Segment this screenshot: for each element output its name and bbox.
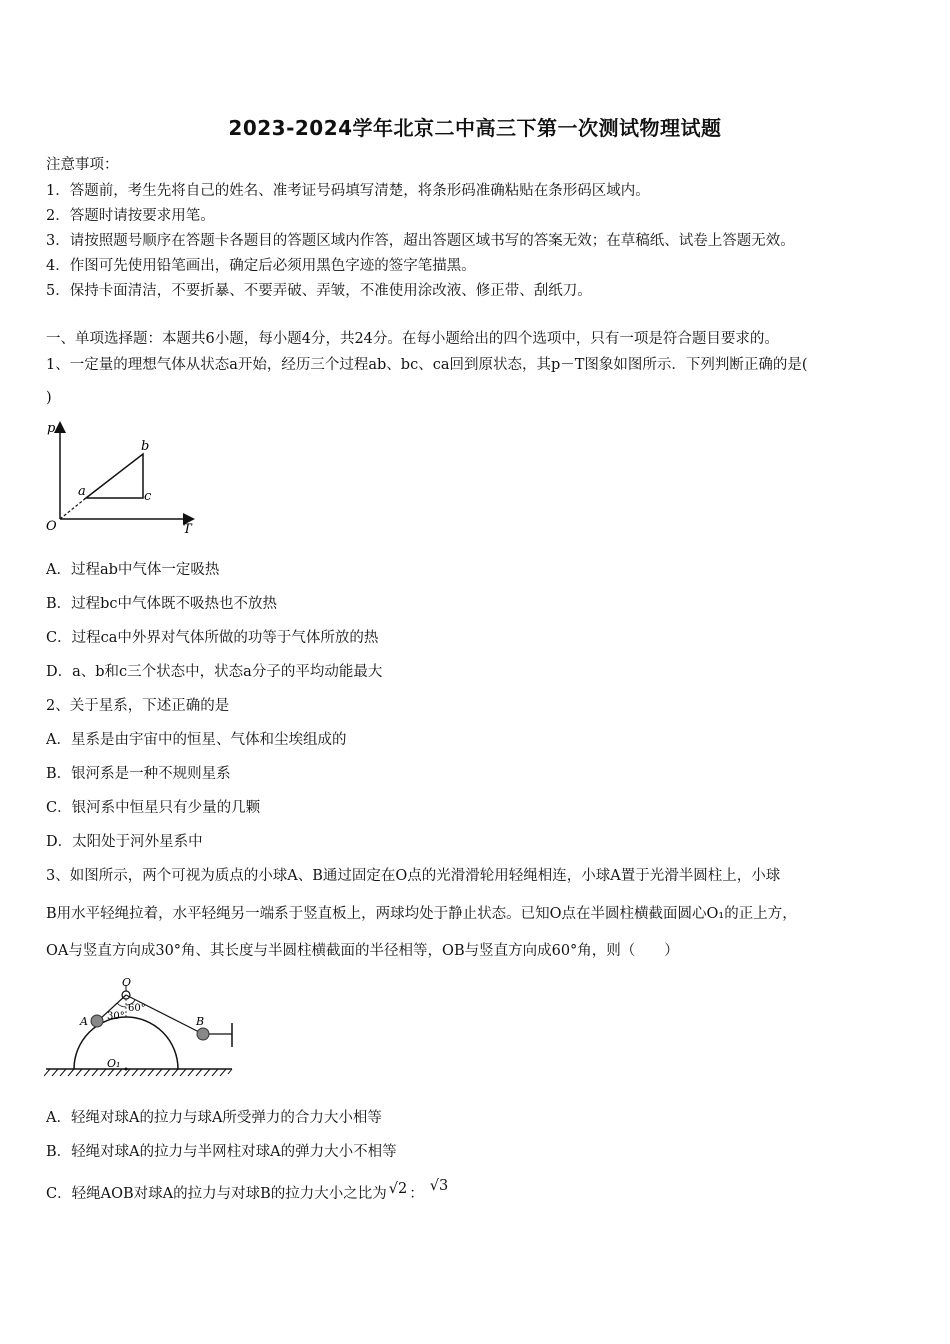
ball-a [91, 1015, 103, 1027]
q2-option-c: C．银河系中恒星只有少量的几颗 [46, 800, 261, 816]
q2-option-d: D．太阳处于河外星系中 [46, 834, 203, 850]
notice-item-1: 1．答题前，考生先将自己的姓名、准考证号码填写清楚，将条形码准确粘贴在条形码区域内。 [46, 183, 650, 199]
q1-stem-line2: ) [46, 390, 52, 406]
ground-hatching [44, 1069, 232, 1076]
q3-option-c-text: C．轻绳AOB对球A的拉力与对球B的拉力大小之比为 [46, 1186, 387, 1202]
cycle-abc [86, 454, 143, 498]
label-O: O [122, 976, 132, 989]
q3-stem-line3: OA与竖直方向成30°角、其长度与半圆柱横截面的半径相等，OB与竖直方向成60°角，则（ ） [46, 943, 679, 959]
q1-stem-line1: 1、一定量的理想气体从状态a开始，经历三个过程ab、bc、ca回到原状态，其p－T图象如图所示．下列判断正确的是( [46, 357, 808, 373]
ratio-a: √2 [388, 1181, 408, 1197]
q2-option-a: A．星系是由宇宙中的恒星、气体和尘埃组成的 [46, 732, 347, 748]
q1-option-d: D．a、b和c三个状态中，状态a分子的平均动能最大 [46, 664, 383, 680]
q3-option-c [46, 1178, 449, 1203]
label-b: b [141, 439, 150, 454]
q1-option-a: A．过程ab中气体一定吸热 [46, 562, 220, 578]
label-O1: O₁ [107, 1057, 121, 1070]
label-T: T [183, 522, 192, 536]
label-angle-30: 30° [107, 1011, 125, 1022]
dashed-extension [60, 498, 86, 519]
page-title: 2023-2024学年北京二中高三下第一次测试物理试题 [228, 116, 722, 140]
notice-item-2: 2．答题时请按要求用笔。 [46, 208, 215, 224]
q1-option-c: C．过程ca中外界对气体所做的功等于气体所放的热 [46, 630, 379, 646]
q1-option-b: B．过程bc中气体既不吸热也不放热 [46, 596, 278, 612]
notice-item-5: 5．保持卡面清洁，不要折暴、不要弄破、弄皱，不准使用涂改液、修正带、刮纸刀。 [46, 283, 592, 299]
label-B: B [196, 1015, 205, 1028]
half-cylinder [74, 1017, 178, 1069]
label-A: A [80, 1015, 88, 1028]
notice-heading: 注意事项： [46, 157, 119, 173]
label-p: p [47, 421, 56, 436]
q3-stem-line2: B用水平轻绳拉着，水平轻绳另一端系于竖直板上，两球均处于静止状态。已知O点在半圆柱横截面圆心O₁的正上方， [46, 906, 797, 922]
rope-ob [126, 995, 203, 1034]
notice-item-4: 4．作图可先使用铅笔画出，确定后必须用黑色字迹的签字笔描黑。 [46, 258, 476, 274]
label-c: c [144, 489, 152, 504]
center-o1-dot [125, 1068, 128, 1071]
q2-option-b: B．银河系是一种不规则星系 [46, 766, 231, 782]
section-heading: 一、单项选择题：本题共6小题，每小题4分，共24分。在每小题给出的四个选项中，只有一项是符合题目要求的。 [46, 331, 779, 347]
ball-b [197, 1028, 209, 1040]
q3-pulley-diagram [44, 975, 244, 1083]
angle-arc-30 [117, 1003, 126, 1007]
ratio-separator: ： [409, 1186, 424, 1202]
q3-option-a: A．轻绳对球A的拉力与球A所受弹力的合力大小相等 [46, 1110, 382, 1126]
q3-option-b: B．轻绳对球A的拉力与半网柱对球A的弹力大小不相等 [46, 1144, 397, 1160]
q1-pt-graph [40, 418, 200, 536]
q2-stem: 2、关于星系，下述正确的是 [46, 698, 230, 714]
ratio-b: √3 [429, 1178, 449, 1194]
label-a: a [78, 484, 86, 499]
notice-item-3: 3．请按照题号顺序在答题卡各题目的答题区域内作答，超出答题区域书写的答案无效；在草稿纸、试卷上答题无效。 [46, 233, 795, 249]
label-O: O [46, 519, 57, 534]
label-angle-60: 60° [128, 1003, 146, 1014]
q3-stem-line1: 3、如图所示，两个可视为质点的小球A、B通过固定在O点的光滑滑轮用轻绳相连，小球A置于光滑半圆柱上，小球 [46, 868, 781, 884]
